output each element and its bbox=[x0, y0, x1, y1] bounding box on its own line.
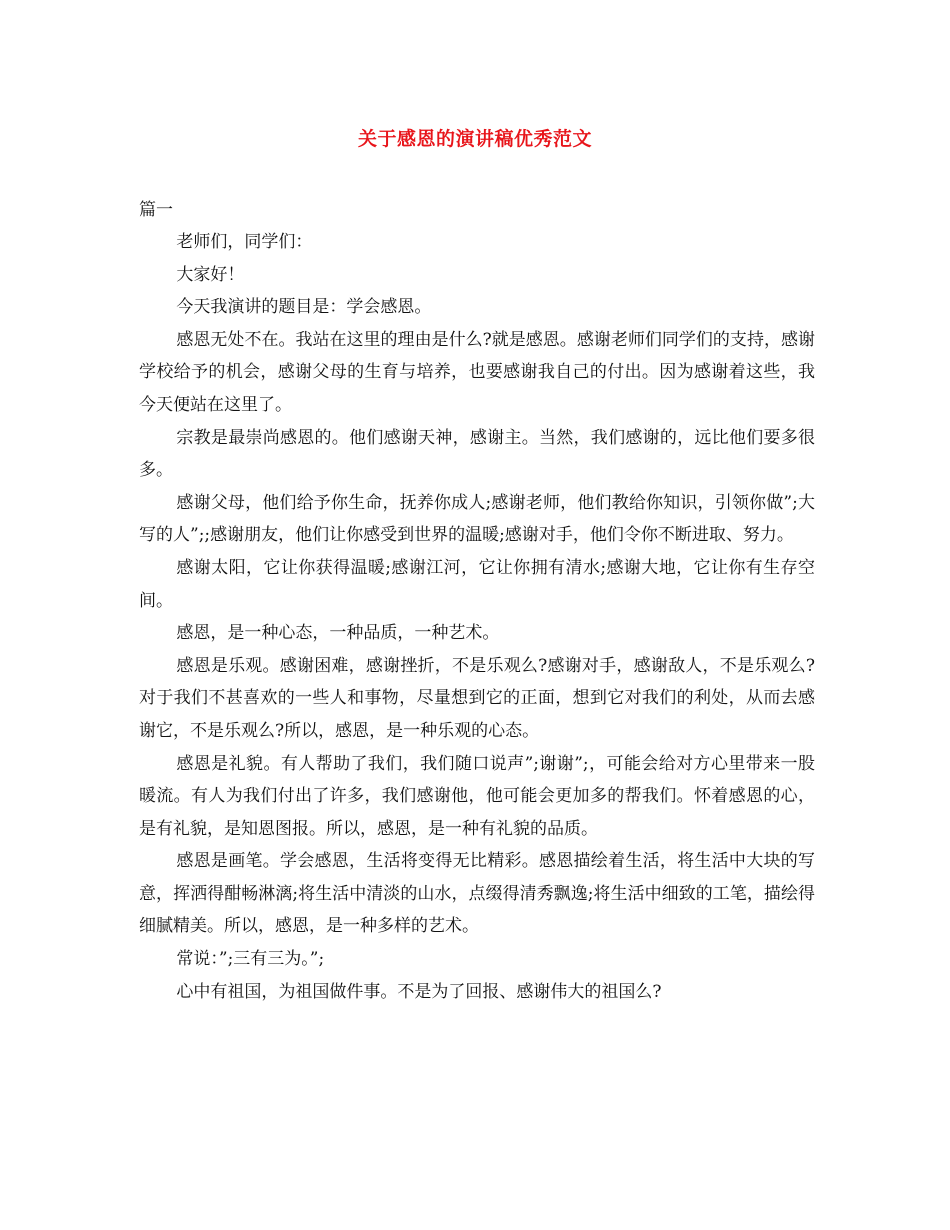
paragraph: 感恩，是一种心态，一种品质，一种艺术。 bbox=[176, 623, 500, 644]
paragraph: 宗教是最崇尚感恩的。他们感谢天神，感谢主。当然，我们感谢的，远比他们要多很多。 bbox=[139, 427, 815, 481]
document-title: 关于感恩的演讲稿优秀范文 bbox=[357, 128, 592, 150]
paragraph: 感谢太阳，它让你获得温暖;感谢江河，它让你拥有清水;感谢大地，它让你有生存空间。 bbox=[139, 557, 815, 611]
paragraph: 感恩是画笔。学会感恩，生活将变得无比精彩。感恩描绘着生活，将生活中大块的写意，挥洒得酣畅淋漓;将生活中清淡的山水，点缀得清秀飘逸;将生活中细致的工笔，描绘得细腻精美。所以，感恩，是一种多样的艺术。 bbox=[139, 851, 815, 937]
paragraph: 老师们，同学们： bbox=[176, 232, 313, 252]
paragraph: 感恩是乐观。感谢困难，感谢挫折，不是乐观么?感谢对手，感谢敌人，不是乐观么?对于我们不甚喜欢的一些人和事物，尽量想到它的正面，想到它对我们的利处，从而去感谢它，不是乐观么?所以，感恩，是一种乐观的心态。 bbox=[139, 655, 815, 741]
paragraph: 感恩无处不在。我站在这里的理由是什么?就是感恩。感谢老师们同学们的支持，感谢学校给予的机会，感谢父母的生育与培养，也要感谢我自己的付出。因为感谢着这些，我今天便站在这里了。 bbox=[139, 329, 815, 415]
paragraph: 心中有祖国，为祖国做件事。不是为了回报、感谢伟大的祖国么? bbox=[176, 981, 662, 1002]
paragraph: 大家好！ bbox=[176, 264, 245, 285]
paragraph: 感谢父母，他们给予你生命，抚养你成人;感谢老师，他们教给你知识，引领你做”;大写的人”;;感谢朋友，他们让你感受到世界的温暖;感谢对手，他们令你不断进取、努力。 bbox=[139, 492, 815, 546]
paragraph: 今天我演讲的题目是：学会感恩。 bbox=[176, 297, 432, 318]
paragraph: 感恩是礼貌。有人帮助了我们，我们随口说声”;谢谢”;，可能会给对方心里带来一股暖流。有人为我们付出了许多，我们感谢他，他可能会更加多的帮我们。怀着感恩的心，是有礼貌，是知恩图报。所以，感恩，是一种有礼貌的品质。 bbox=[139, 753, 815, 839]
section-heading: 篇一 bbox=[139, 200, 173, 220]
document-body bbox=[139, 226, 815, 1008]
paragraph: 常说：”;三有三为。”; bbox=[176, 949, 325, 970]
